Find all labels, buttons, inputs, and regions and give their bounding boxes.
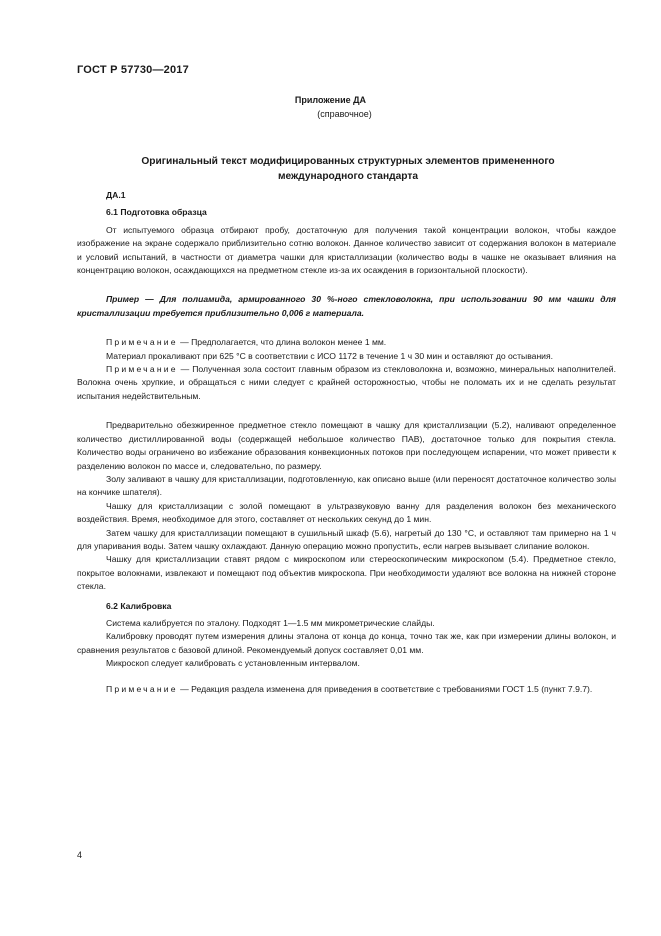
note-2 [77,363,616,403]
note-label: Примечание [106,337,178,348]
note-1 [77,336,616,349]
annex-subtitle: (справочное) [317,109,372,119]
paragraph-slide-prep: Предварительно обезжиренное предметное стекло помещают в чашку для кристаллизации (5.2), наливают определенное количество дистиллированной воды (содержащей небольшое количество ПАВ), достаточное только для покрытия стекла. Количество воды ограничено во избежание образования конвекционных потоков при последующем испарении, что может привести к разделению волокон по массе и, следовательно, по размеру. [77,420,616,471]
main-title: Оригинальный текст модифицированных структурных элементов примененного международного стандарта [141,156,555,182]
note-label: Примечание [106,364,178,375]
clause-da1: ДА.1 [106,190,126,200]
example-paragraph: Пример — Для полиамида, армированного 30 %-ного стекловолокна, при использовании 90 мм чашки для кристаллизации требуется приблизительно 0,006 г материала. [77,294,616,318]
section-6-2-title: 6.2 Калибровка [106,600,172,611]
paragraph-ashing: Материал прокаливают при 625 °С в соответствии с ИСО 1172 в течение 1 ч 30 мин и оставляют до остывания. [106,350,554,361]
note-text: — Редакция раздела изменена для приведения в соответствие с требованиями ГОСТ 1.5 (пункт 7.9.7). [177,683,593,694]
paragraph-drying: Затем чашку для кристаллизации помещают в сушильный шкаф (5.6), нагретый до 130 °С, и оставляют там примерно на 1 ч для упаривания воды. Затем чашку охлаждают. Данную операцию можно пропустить, если нагрев вызывает слипание волокон. [77,527,616,551]
document-body [77,189,616,696]
annex-title: Приложение ДА [294,95,367,105]
note-3 [77,683,616,696]
note-text: — Полученная зола состоит главным образом из стекловолокна и, возможно, минеральных наполнителей. Волокна очень хрупкие, и обращаться с ними следует с крайней осторожностью, чтобы не поломать их и не сделать результат испытания недействительным. [77,364,616,401]
standard-header: ГОСТ Р 57730—2017 [77,64,189,76]
paragraph-calibration-1: Система калибруется по эталону. Подходят 1—1.5 мм микрометрические слайды. [106,617,435,628]
note-text: — Предполагается, что длина волокон менее 1 мм. [177,337,387,348]
paragraph-calibration-2: Калибровку проводят путем измерения длины эталона от конца до конца, точно так же, как при измерении длины волокон, и сравнения результатов с базовой длиной. Рекомендуемый допуск составляет 0,01 мм. [77,631,616,655]
paragraph-microscope: Чашку для кристаллизации ставят рядом с микроскопом или стереоскопическим микроскопом (5.4). Предметное стекло, покрытое волокнами, извлекают и помещают под объектив микроскопа. При необходимости удаляют все волокна на нижней стороне стекла. [77,554,616,592]
note-label: Примечание [106,683,178,694]
paragraph-calibration-3: Микроскоп следует калибровать с установленным интервалом. [106,658,360,669]
section-6-1-title: 6.1 Подготовка образца [106,207,207,218]
paragraph-sample-prep: От испытуемого образца отбирают пробу, достаточную для получения такой концентрации волокон, чтобы каждое изображение на экране содержало приблизительно сотню волокон. Данное количество зависит от содержания волокон в материале и условий испытаний, в частности от диаметра чашки для кристаллизации (количество воды в чашке не оказывает влияния на концентрацию волокон, осаждающихся на предметном стекле из-за их осаждения в горизонтальной плоскости). [77,224,616,276]
paragraph-ultrasonic: Чашку для кристаллизации с золой помещают в ультразвуковую ванну для разделения волокон без механического воздействия. Время, необходимое для этого, составляет от нескольких секунд до 1 мин. [77,500,616,525]
paragraph-ash-pour: Золу заливают в чашку для кристаллизации, подготовленную, как описано выше (или переносят достаточное количество золы на кончике шпателя). [77,473,616,498]
page-number: 4 [77,850,83,860]
